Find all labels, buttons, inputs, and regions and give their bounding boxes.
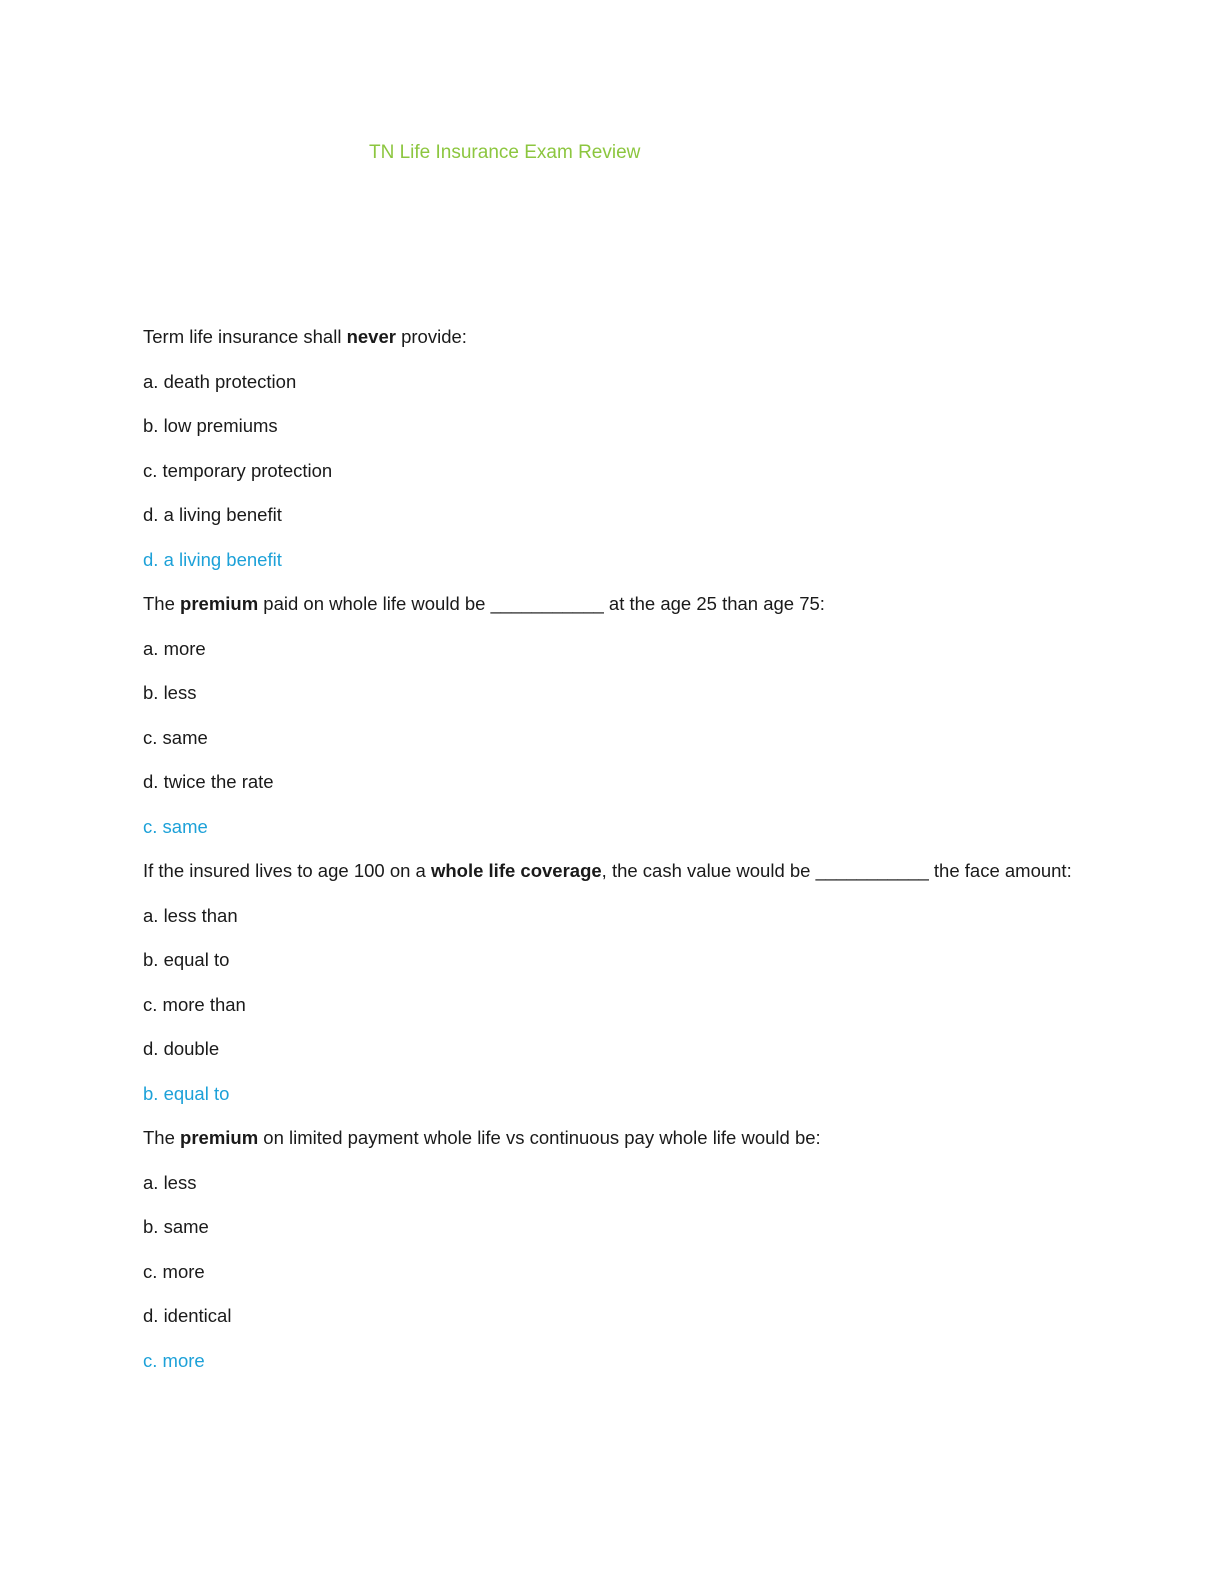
question-text-post: paid on whole life would be ___________ at the age 25 than age 75: [258, 593, 825, 614]
option-c: c. more than [143, 993, 246, 1015]
document-title: TN Life Insurance Exam Review [369, 142, 641, 163]
question-text-pre: The [143, 593, 181, 614]
question-emphasis: whole life coverage [430, 860, 602, 881]
option-d: d. double [143, 1038, 220, 1059]
answer: b. equal to [143, 1082, 230, 1104]
question-text-pre: The [143, 1127, 181, 1148]
question-text-post: , the cash value would be ___________ the face amount: [601, 860, 1072, 881]
option-a: a. more [143, 637, 206, 659]
option-d: d. identical [143, 1305, 232, 1326]
option-c: c. more [143, 1260, 205, 1282]
question-text-pre: If the insured lives to age 100 on a [143, 860, 431, 881]
option-d: d. a living benefit [143, 504, 282, 525]
question-text-post: provide: [395, 326, 467, 347]
question-text-post: on limited payment whole life vs continuous pay whole life would be: [258, 1127, 821, 1148]
option-c: c. same [143, 726, 208, 748]
option-a: a. death protection [143, 370, 297, 392]
question-emphasis: premium [180, 1127, 259, 1148]
question-1 [143, 322, 1073, 351]
option-b: b. same [143, 1216, 209, 1237]
option-b: b. low premiums [143, 415, 278, 436]
question-text-pre: Term life insurance shall [143, 326, 347, 347]
option-b: b. equal to [143, 949, 230, 970]
answer: d. a living benefit [143, 548, 282, 570]
option-b: b. less [143, 682, 197, 703]
option-c: c. temporary protection [143, 459, 333, 481]
question-4 [143, 1123, 1073, 1152]
question-3 [143, 856, 1073, 885]
answer: c. same [143, 815, 208, 837]
option-a: a. less than [143, 904, 238, 926]
question-emphasis: premium [180, 593, 259, 614]
option-d: d. twice the rate [143, 771, 274, 792]
answer: c. more [143, 1349, 205, 1371]
option-a: a. less [143, 1171, 197, 1193]
questions-list [143, 322, 1073, 1390]
question-emphasis: never [346, 326, 396, 347]
question-2 [143, 589, 1073, 618]
